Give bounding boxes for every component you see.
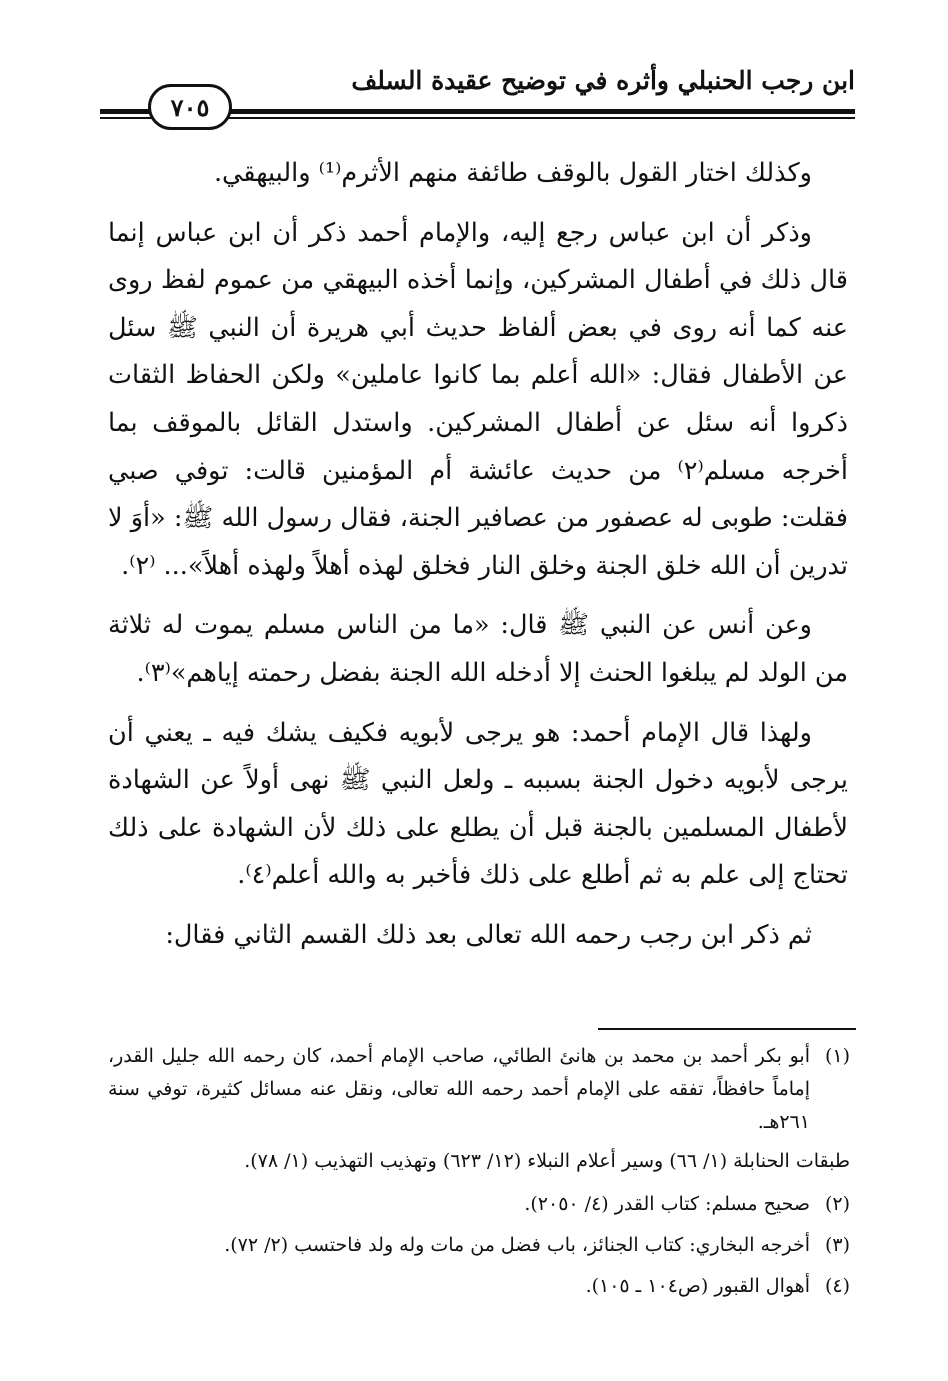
footnote-number: (١) (824, 1045, 850, 1067)
footnote-1 (108, 1040, 850, 1139)
paragraph-2: وذكر أن ابن عباس رجع إليه، والإمام أحمد ذكر أن ابن عباس إنما قال ذلك في أطفال المشركين، وإنما أخذه البيهقي من عموم لفظ روى عنه كما أنه روى في بعض ألفاظ حديث أبي هريرة أن النبي ﷺ سئل عن الأطفال فقال: «الله أعلم بما كانوا عاملين» ولكن الحفاظ الثقات ذكروا أنه سئل عن أطفال المشركين. واستدل القائل بالموقف بما أخرجه مسلم⁽٢⁾ من حديث عائشة أم المؤمنين قالت: توفي صبي فقلت: طوبى له عصفور من عصافير الجنة، فقال رسول الله ﷺ: «أوَ لا تدرين أن الله خلق الجنة وخلق النار فخلق لهذه أهلاً ولهذه أهلاً»... ⁽٢⁾. (108, 217, 848, 581)
footnote-number: (٣) (824, 1234, 850, 1256)
footnote-1-references: طبقات الحنابلة (١/ ٦٦) وسير أعلام النبلاء (١٢/ ٦٢٣) وتهذيب التهذيب (١/ ٧٨). (244, 1150, 850, 1172)
footnote-3 (108, 1229, 850, 1262)
footnote-text: أبو بكر أحمد بن محمد بن هانئ الطائي، صاحب الإمام أحمد، كان رحمه الله جليل القدر، إماماً حافظاً، تفقه على الإمام أحمد رحمه الله تعالى، ونقل عنه مسائل كثيرة، توفي سنة ٢٦١هـ. (108, 1045, 810, 1133)
footnote-text: صحيح مسلم: كتاب القدر (٤/ ٢٠٥٠). (524, 1193, 810, 1215)
footnote-number: (٢) (824, 1193, 850, 1215)
paragraph-3: وعن أنس عن النبي ﷺ قال: «ما من الناس مسلم يموت له ثلاثة من الولد لم يبلغوا الحنث إلا أدخله الله الجنة بفضل رحمته إياهم»⁽٣⁾. (108, 610, 848, 688)
footnote-text: أخرجه البخاري: كتاب الجنائز، باب فضل من مات وله ولد فاحتسب (٢/ ٧٢). (224, 1234, 810, 1256)
running-header (100, 66, 855, 122)
paragraph-4: ولهذا قال الإمام أحمد: هو يرجى لأبويه فكيف يشك فيه ـ يعني أن يرجى لأبويه دخول الجنة بسببه ـ ولعل النبي ﷺ نهى أولاً عن الشهادة لأطفال المسلمين بالجنة قبل أن يطلع على ذلك لأن الشهادة على ذلك تحتاج إلى علم به ثم أطلع على ذلك فأخبر به والله أعلم⁽٤⁾. (108, 717, 848, 891)
footnote-separator (598, 1028, 856, 1030)
header-title: ابن رجب الحنبلي وأثره في توضيح عقيدة السلف (351, 66, 855, 95)
paragraph-1: وكذلك اختار القول بالوقف طائفة منهم الأثرم⁽¹⁾ والبيهقي. (213, 158, 812, 188)
footnote-number: (٤) (824, 1275, 850, 1297)
main-text (108, 150, 848, 972)
paragraph-5: ثم ذكر ابن رجب رحمه الله تعالى بعد ذلك القسم الثاني فقال: (165, 919, 812, 950)
footnote-4 (108, 1270, 850, 1303)
footnotes (108, 1040, 850, 1311)
page-number: ٧٠٥ (148, 84, 232, 130)
footnote-text: أهوال القبور (ص١٠٤ ـ ١٠٥). (585, 1275, 810, 1297)
footnote-2 (108, 1188, 850, 1221)
